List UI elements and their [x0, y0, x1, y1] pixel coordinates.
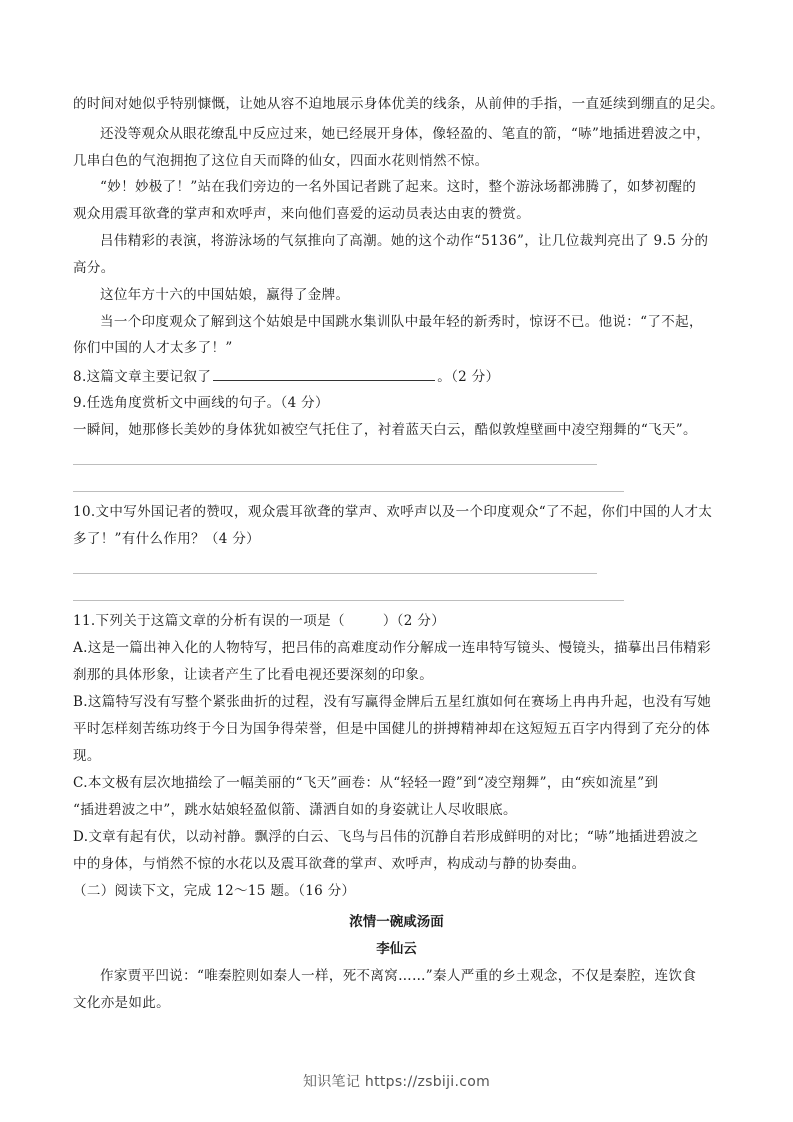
article-line: 作家贾平凹说：“唯秦腔则如秦人一样，死不离窝……”秦人严重的乡土观念，不仅是秦腔，连饮食 — [100, 968, 697, 984]
article-author: 李仙云 — [376, 941, 417, 957]
question-8 — [73, 367, 733, 386]
passage-line: “妙！妙极了！”站在我们旁边的一名外国记者跳了起来。这时，整个游泳场都沸腾了，如梦初醒的 — [100, 179, 697, 195]
answer-line[interactable] — [73, 600, 624, 601]
passage-line: 吕伟精彩的表演，将游泳场的气氛推向了高潮。她的这个动作“5136”，让几位裁判亮出了 9.5 分的 — [100, 233, 709, 249]
footer-watermark[interactable]: 知识笔记 https://zsbiji.com — [302, 1074, 491, 1090]
passage-line: 这位年方十六的中国姑娘，赢得了金牌。 — [100, 287, 350, 303]
option-a-line: A.这是一篇出神入化的人物特写，把吕伟的高难度动作分解成一连串特写镜头、慢镜头，描摹出吕伟精彩 — [73, 640, 711, 656]
question-9-stem: 9.任选角度赏析文中画线的句子。（4 分） — [73, 395, 329, 411]
section-intro: （二）阅读下文，完成 12～15 题。（16 分） — [73, 883, 356, 899]
question-11-suffix: ）（2 分） — [382, 613, 446, 629]
passage-line: 的时间对她似乎特别慷慨，让她从容不迫地展示身体优美的线条，从前伸的手指，一直延续到绷直的足尖。 — [73, 96, 724, 112]
passage-line: 几串白色的气泡拥抱了这位自天而降的仙女，四面水花则悄然不惊。 — [73, 153, 489, 169]
passage-line: 还没等观众从眼花缭乱中反应过来，她已经展开身体，像轻盈的、笔直的箭，“哧”地插进碧波之中， — [100, 126, 711, 142]
answer-line[interactable] — [73, 573, 597, 574]
question-10-line: 多了！”有什么作用？（4 分） — [73, 531, 261, 547]
passage-line: 观众用震耳欲聋的掌声和欢呼声，来向他们喜爱的运动员表达由衷的赞赏。 — [73, 206, 531, 222]
option-d-line: 中的身体，与悄然不惊的水花以及震耳欲聋的掌声、欢呼声，构成动与静的协奏曲。 — [73, 856, 586, 872]
article-title: 浓情一碗咸汤面 — [349, 914, 444, 930]
passage-line: 当一个印度观众了解到这个姑娘是中国跳水集训队中最年轻的新秀时，惊讶不已。他说：“了不起， — [100, 314, 703, 330]
option-c-line: “插进碧波之中”，跳水姑娘轻盈似箭、潇洒自如的身姿就让人尽收眼底。 — [73, 802, 517, 818]
answer-line[interactable] — [73, 491, 624, 492]
passage-line: 你们中国的人才太多了！” — [73, 340, 233, 356]
answer-line[interactable] — [73, 464, 597, 465]
question-8-prefix: 8.这篇文章主要记叙了 — [73, 369, 212, 385]
option-a-line: 刹那的具体形象，让读者产生了比看电视还要深刻的印象。 — [73, 667, 434, 683]
question-11-prefix: 11.下列关于这篇文章的分析有误的一项是（ — [73, 613, 345, 629]
article-line: 文化亦是如此。 — [73, 995, 170, 1011]
option-b-line: B.这篇特写没有写整个紧张曲折的过程，没有写赢得金牌后五星红旗如何在赛场上冉冉升起，也没有写她 — [73, 694, 712, 710]
option-c-line: C.本文极有层次地描绘了一幅美丽的“飞天”画卷：从“轻轻一蹬”到“凌空翔舞”，由“疾如流星”到 — [73, 775, 659, 791]
passage-line: 高分。 — [73, 260, 115, 276]
question-8-blank[interactable] — [213, 367, 435, 381]
option-b-line: 平时怎样刻苦练功终于今日为国争得荣誉，但是中国健儿的拼搏精神却在这短短五百字内得到了充分的体 — [73, 721, 711, 737]
question-11-stem — [73, 612, 733, 630]
option-d-line: D.文章有起有伏，以动衬静。飘浮的白云、飞鸟与吕伟的沉静自若形成鲜明的对比；“哧”地插进碧波之 — [73, 829, 699, 845]
option-b-line: 现。 — [73, 748, 101, 764]
question-10-line: 10.文中写外国记者的赞叹，观众震耳欲聋的掌声、欢呼声以及一个印度观众“了不起，你们中国的人才太 — [73, 504, 713, 520]
question-8-suffix: 。（2 分） — [437, 369, 500, 385]
question-9-sentence: 一瞬间，她那修长美妙的身体犹如被空气托住了，衬着蓝天白云，酷似敦煌壁画中凌空翔舞的“飞天”。 — [73, 422, 697, 438]
